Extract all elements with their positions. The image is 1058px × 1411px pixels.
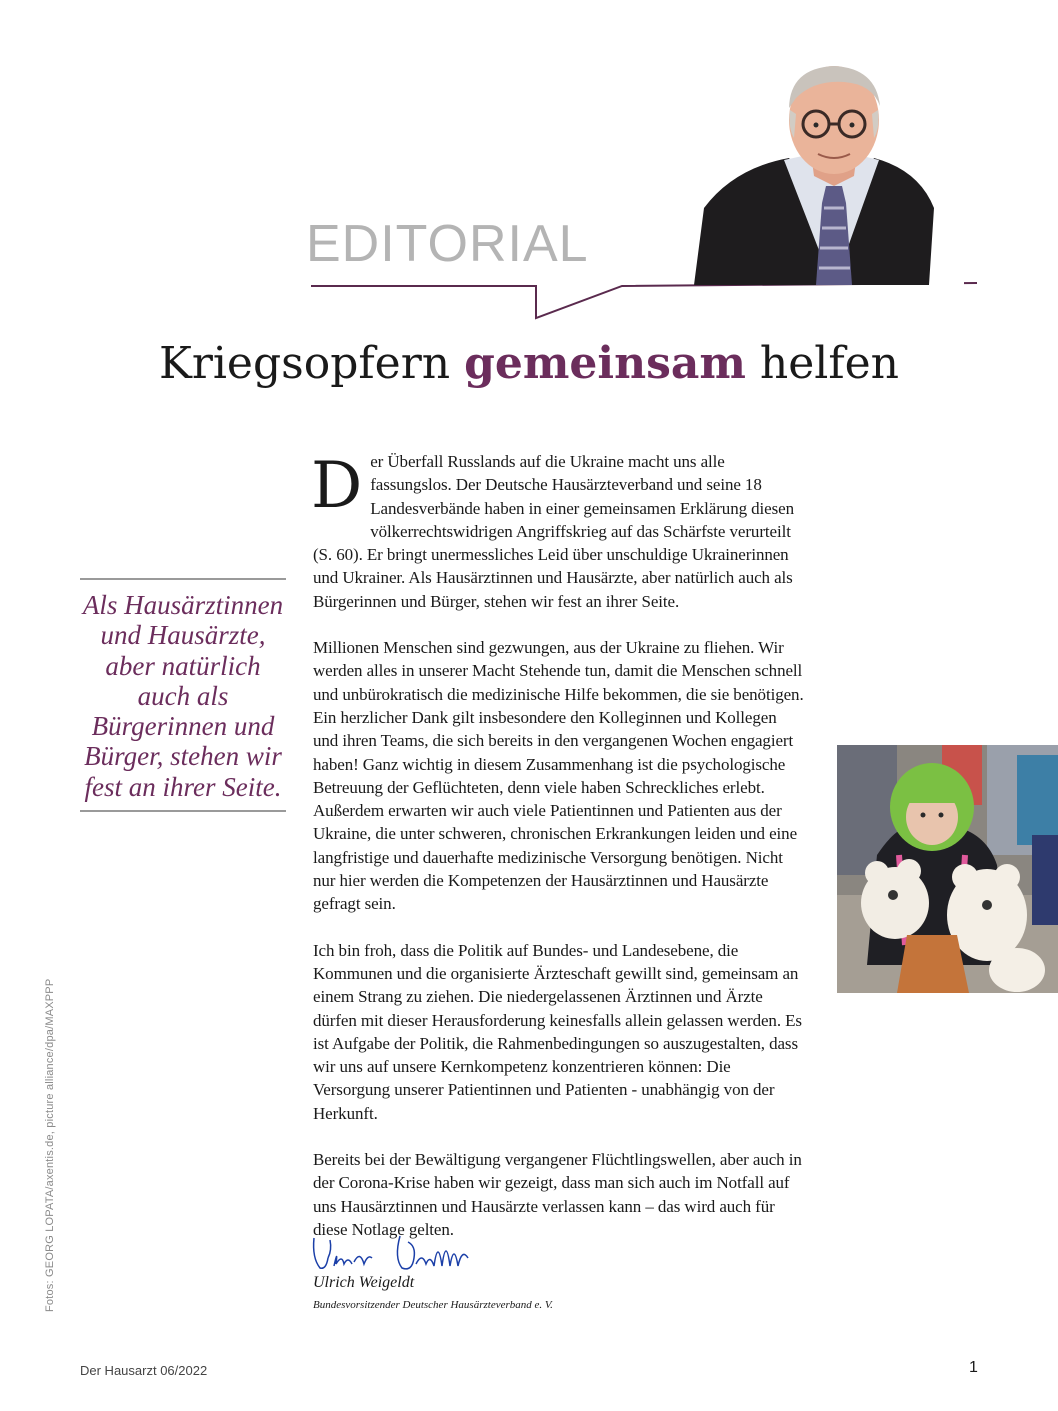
- headline-part-1: Kriegsopfern: [158, 338, 465, 389]
- photo-credit: Fotos: GEORG LOPATA/axentis.de, picture alliance/dpa/MAXPPP: [44, 978, 56, 1312]
- paragraph: [313, 450, 805, 613]
- signature-role: Bundesvorsitzender Deutscher Hausärzteverband e. V.: [313, 1299, 553, 1311]
- section-label: EDITORIAL: [306, 215, 589, 273]
- paragraph-text: er Überfall Russlands auf die Ukraine macht uns alle fassungslos. Der Deutsche Hausärzteverband und seine 18 Landesverbände haben in einer gemeinsamen Erklärung diesen völkerrechtswidrigen Angriffskrieg auf das Schärfste verurteilt (S. 60). Er bringt unermessliches Leid über unschuldige Ukrainerinnen und Ukrainer. Als Hausärztinnen und Hausärzte, aber natürlich auch als Bürgerinnen und Bürger, stehen wir fest an ihrer Seite.: [313, 452, 794, 611]
- pull-quote-text: Als Hausärztinnen und Hausärzte, aber natürlich auch als Bürgerinnen und Bürger, stehen wir fest an ihrer Seite.: [82, 590, 284, 802]
- article-body: [313, 450, 805, 1264]
- handwritten-signature: [308, 1228, 478, 1276]
- paragraph: Ich bin froh, dass die Politik auf Bundes- und Landesebene, die Kommunen und die organisierte Ärzteschaft gewillt sind, gemeinsam an einem Strang zu ziehen. Die niedergelassenen Ärztinnen und Ärzte dürfen mit dieser Herausforderung keinesfalls allein gelassen werden. Es ist Aufgabe der Politik, die Rahmenbedingungen so auszugestalten, dass wir uns auf unsere Kernkompetenz konzentrieren können: Die Versorgung unserer Patientinnen und Patienten - unabhängig von der Herkunft.: [313, 940, 802, 1123]
- headline-part-2: helfen: [745, 338, 900, 389]
- footer-publication: Der Hausarzt 06/2022: [80, 1363, 208, 1378]
- signature-name: Ulrich Weigeldt: [313, 1274, 415, 1291]
- drop-cap: D: [311, 449, 363, 523]
- pull-quote: [80, 578, 286, 812]
- page-number: 1: [969, 1359, 978, 1376]
- paragraph: Millionen Menschen sind gezwungen, aus der Ukraine zu fliehen. Wir werden alles in unserer Macht Stehende tun, damit die Menschen schnell und unbürokratisch die medizinische Hilfe bekommen, die sie benötigen. Ein herzlicher Dank gilt insbesondere den Kolleginnen und Kollegen und ihren Teams, die sich bereits in den vergangenen Wochen engagiert haben! Ganz wichtig in diesem Zusammenhang ist die psychologische Betreuung der Geflüchteten, denn viele haben Schreckliches erlebt. Außerdem erwarten wir auch viele Patientinnen und Patienten aus der Ukraine, die unter schweren, chronischen Erkrankungen leiden und eine langfristige und dauerhafte medizinische Versorgung benötigen. Nicht nur hier werden die Kompetenzen der Hausärztinnen und Hausärzte gefragt sein.: [313, 638, 804, 914]
- child-photo: [837, 745, 1058, 993]
- author-portrait: [694, 58, 964, 285]
- headline: [0, 338, 1058, 391]
- headline-emphasis: gemeinsam: [464, 338, 746, 389]
- paragraph: Bereits bei der Bewältigung vergangener Flüchtlingswellen, aber auch in der Corona-Krise haben wir gezeigt, dass man sich auch im Notfall auf uns Hausärztinnen und Hausärzte verlassen kann – das wird auch für diese Notlage gelten.: [313, 1150, 802, 1239]
